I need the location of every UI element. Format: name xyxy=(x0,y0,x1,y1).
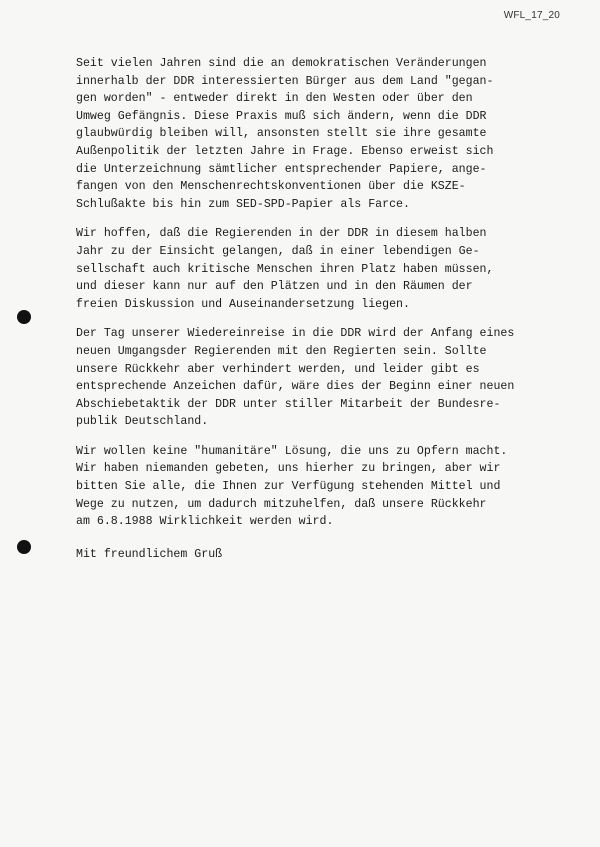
text-line: Außenpolitik der letzten Jahre in Frage. Ebenso erweist sich xyxy=(76,144,494,158)
paragraph-4 xyxy=(76,443,566,531)
text-line: publik Deutschland. xyxy=(76,415,209,429)
text-line: Jahr zu der Einsicht gelangen, daß in einer lebendigen Ge- xyxy=(76,244,480,258)
text-line: freien Diskussion und Auseinandersetzung liegen. xyxy=(76,297,410,311)
text-line: Wege zu nutzen, um dadurch mitzuhelfen, daß unsere Rückkehr xyxy=(76,497,487,511)
text-line: am 6.8.1988 Wirklichkeit werden wird. xyxy=(76,515,334,529)
punch-hole-icon xyxy=(17,540,31,554)
letter-body xyxy=(76,55,566,575)
text-line: innerhalb der DDR interessierten Bürger aus dem Land "gegan- xyxy=(76,74,494,88)
text-line: die Unterzeichnung sämtlicher entsprechender Papiere, ange- xyxy=(76,162,487,176)
archive-reference: WFL_17_20 xyxy=(503,10,560,21)
text-line: Wir hoffen, daß die Regierenden in der DDR in diesem halben xyxy=(76,227,487,241)
text-line: fangen von den Menschenrechtskonventionen über die KSZE- xyxy=(76,180,466,194)
text-line: Seit vielen Jahren sind die an demokratischen Veränderungen xyxy=(76,57,487,70)
paragraph-3 xyxy=(76,325,566,431)
text-line: Abschiebetaktik der DDR unter stiller Mitarbeit der Bundesre- xyxy=(76,397,501,411)
text-line: bitten Sie alle, die Ihnen zur Verfügung stehenden Mittel und xyxy=(76,480,501,494)
punch-hole-icon xyxy=(17,310,31,324)
text-line: gen worden" - entweder direkt in den Westen oder über den xyxy=(76,92,473,106)
paragraph-2 xyxy=(76,225,566,313)
text-line: entsprechende Anzeichen dafür, wäre dies der Beginn einer neuen xyxy=(76,380,515,394)
text-line: und dieser kann nur auf den Plätzen und in den Räumen der xyxy=(76,280,473,294)
closing-salutation xyxy=(76,546,566,564)
text-line: Wir wollen keine "humanitäre" Lösung, die uns zu Opfern macht. xyxy=(76,444,508,458)
text-line: glaubwürdig bleiben will, ansonsten stellt sie ihre gesamte xyxy=(76,127,487,141)
text-line: unsere Rückkehr aber verhindert werden, und leider gibt es xyxy=(76,362,480,376)
text-line: Umweg Gefängnis. Diese Praxis muß sich ändern, wenn die DDR xyxy=(76,109,487,123)
closing-text: Mit freundlichem Gruß xyxy=(76,547,223,561)
text-line: neuen Umgangsder Regierenden mit den Regierten sein. Sollte xyxy=(76,344,487,358)
text-line: Schlußakte bis hin zum SED-SPD-Papier als Farce. xyxy=(76,197,410,211)
text-line: Der Tag unserer Wiedereinreise in die DDR wird der Anfang eines xyxy=(76,327,515,341)
text-line: Wir haben niemanden gebeten, uns hierher zu bringen, aber wir xyxy=(76,462,501,476)
text-line: sellschaft auch kritische Menschen ihren Platz haben müssen, xyxy=(76,262,494,276)
paragraph-1 xyxy=(76,55,566,213)
